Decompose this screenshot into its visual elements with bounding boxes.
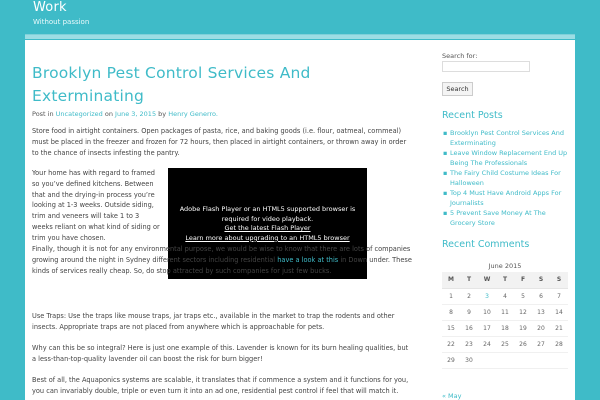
calendar-day: [478, 352, 496, 368]
calendar-day: 24: [478, 336, 496, 352]
calendar-day: [514, 352, 532, 368]
flash-player-link[interactable]: Get the latest Flash Player: [224, 224, 311, 233]
calendar-day: 22: [442, 336, 460, 352]
calendar-day: 15: [442, 320, 460, 336]
calendar-day: 28: [550, 336, 568, 352]
have-a-look-link[interactable]: have a look at this: [277, 255, 339, 264]
calendar-day: 21: [550, 320, 568, 336]
calendar-day-name: W: [478, 272, 496, 288]
flash-message: Adobe Flash Player or an HTML5 supported browser is required for video playback.: [179, 205, 356, 223]
bullet-icon: ▪: [443, 169, 448, 177]
calendar-day-name: S: [532, 272, 550, 288]
recent-post-link[interactable]: The Fairy Child Costume Ideas For Halloween: [450, 169, 561, 187]
meta-by: by: [158, 110, 167, 118]
recent-comments-heading: Recent Comments: [442, 239, 530, 250]
html5-browser-link[interactable]: Learn more about upgrading to an HTML5 browser: [185, 233, 350, 242]
post-paragraph-6: Best of all, the Aquaponics systems are scalable, it translates that if commence a system and it functions for you, you can invariably double, triple or even turn it into an ad one, residential pest control if feel that will match it.: [32, 376, 409, 395]
calendar-day: 26: [514, 336, 532, 352]
site-header: [25, 0, 575, 34]
site-description: Without passion: [33, 18, 90, 26]
post-paragraph-3: [32, 244, 412, 276]
search-button[interactable]: Search: [442, 82, 473, 96]
calendar-day-name: M: [442, 272, 460, 288]
recent-posts-heading: Recent Posts: [442, 110, 503, 121]
post-paragraph-5: Why can this be so integral? Here is just one example of this. Lavender is known for its burn healing qualities, but a less-than-top-quality lavender oil can boost the risk for burn bigger!: [32, 344, 409, 363]
calendar-day: 6: [532, 288, 550, 304]
search-label: Search for:: [442, 52, 478, 60]
search-input[interactable]: [442, 61, 530, 72]
calendar-day: 12: [514, 304, 532, 320]
page-container: [25, 40, 575, 400]
calendar-day: 5: [514, 288, 532, 304]
author-link[interactable]: Henry Generro.: [168, 110, 218, 118]
post-meta: [32, 110, 218, 118]
calendar-day: 30: [460, 352, 478, 368]
recent-post-link[interactable]: Top 4 Must Have Android Apps For Journalists: [450, 189, 562, 207]
recent-post-item[interactable]: [442, 188, 568, 208]
post-paragraph-4: Use Traps: Use the traps like mouse traps, jar traps etc., available in the market to trap the rodents and other insects. Appropriate traps are not placed from anywhere which is approachable for pets.: [32, 312, 395, 331]
recent-post-link[interactable]: 5 Prevent Save Money At The Grocery Store: [450, 209, 546, 227]
bullet-icon: ▪: [443, 209, 448, 217]
recent-post-item[interactable]: [442, 168, 568, 188]
calendar-day: 8: [442, 304, 460, 320]
calendar-day: 27: [532, 336, 550, 352]
category-link[interactable]: Uncategorized: [55, 110, 103, 118]
calendar-day: 20: [532, 320, 550, 336]
calendar-week-row: [442, 352, 568, 368]
calendar-day: 4: [496, 288, 514, 304]
paragraph-3-text-b: in Down under. These kinds of services really cheap. So, do stop attracted by such companies for just few bucks.: [32, 255, 412, 275]
bullet-icon: ▪: [443, 129, 448, 137]
calendar-day: 19: [514, 320, 532, 336]
calendar-day: 2: [460, 288, 478, 304]
date-link[interactable]: June 3, 2015: [115, 110, 157, 118]
calendar-day: 25: [496, 336, 514, 352]
recent-post-item[interactable]: [442, 148, 568, 168]
calendar-day: 13: [532, 304, 550, 320]
post-title[interactable]: Brooklyn Pest Control Services And Exterminating: [32, 64, 311, 105]
calendar-week-row: [442, 304, 568, 320]
recent-post-item[interactable]: [442, 128, 568, 148]
paragraph-3-text-a: Finally, though it is not for any environmental purpose, we would be wise to know that there are lots of companies growing around the night in Sydney different sectors including residential: [32, 245, 411, 264]
site-title[interactable]: Work: [33, 0, 67, 15]
calendar-day: 1: [442, 288, 460, 304]
bullet-icon: ▪: [443, 149, 448, 157]
post-paragraph-2: Your home has with regard to framed so you’ve defined kitchens. Between that and the drying-in process you’re looking at 1-3 weeks. Outside siding, trim and veneers will take 1 to 3 weeks reliant on what kind of siding or trim you have chosen.: [32, 169, 160, 242]
recent-posts-list: [442, 128, 568, 228]
calendar-week-row: [442, 320, 568, 336]
calendar-header-row: [442, 272, 568, 288]
calendar-prev-month-link[interactable]: « May: [442, 392, 462, 400]
calendar-day: 9: [460, 304, 478, 320]
calendar: [442, 272, 568, 369]
calendar-day-link[interactable]: 3: [478, 288, 496, 304]
recent-post-link[interactable]: Leave Window Replacement End Up Being The Professionals: [450, 149, 568, 167]
calendar-day: 29: [442, 352, 460, 368]
calendar-day: 10: [478, 304, 496, 320]
calendar-day-name: T: [496, 272, 514, 288]
post-paragraph-1: Store food in airtight containers. Open packages of pasta, rice, and baking goods (i.e. flour, oatmeal, cornmeal) must be placed in the freezer and frozen for 72 hours, then placed in airtight containers, or thrown away in order to the chance of insects infesting the pantry.: [32, 127, 407, 157]
calendar-day: [550, 352, 568, 368]
meta-on: on: [104, 110, 113, 118]
calendar-day: 16: [460, 320, 478, 336]
calendar-day: 11: [496, 304, 514, 320]
calendar-day: [496, 352, 514, 368]
calendar-week-row: [442, 288, 568, 304]
calendar-day: 7: [550, 288, 568, 304]
recent-post-item[interactable]: [442, 208, 568, 228]
recent-post-link[interactable]: Brooklyn Pest Control Services And Exterminating: [450, 129, 564, 147]
calendar-week-row: [442, 336, 568, 352]
calendar-day-name: S: [550, 272, 568, 288]
calendar-day: 23: [460, 336, 478, 352]
calendar-day-name: F: [514, 272, 532, 288]
header-divider: [25, 34, 575, 39]
calendar-day-name: T: [460, 272, 478, 288]
calendar-day: [532, 352, 550, 368]
bullet-icon: ▪: [443, 189, 448, 197]
calendar-caption: June 2015: [488, 262, 522, 270]
calendar-day: 17: [478, 320, 496, 336]
calendar-day: 14: [550, 304, 568, 320]
calendar-day: 18: [496, 320, 514, 336]
meta-prefix: Post in: [32, 110, 54, 118]
